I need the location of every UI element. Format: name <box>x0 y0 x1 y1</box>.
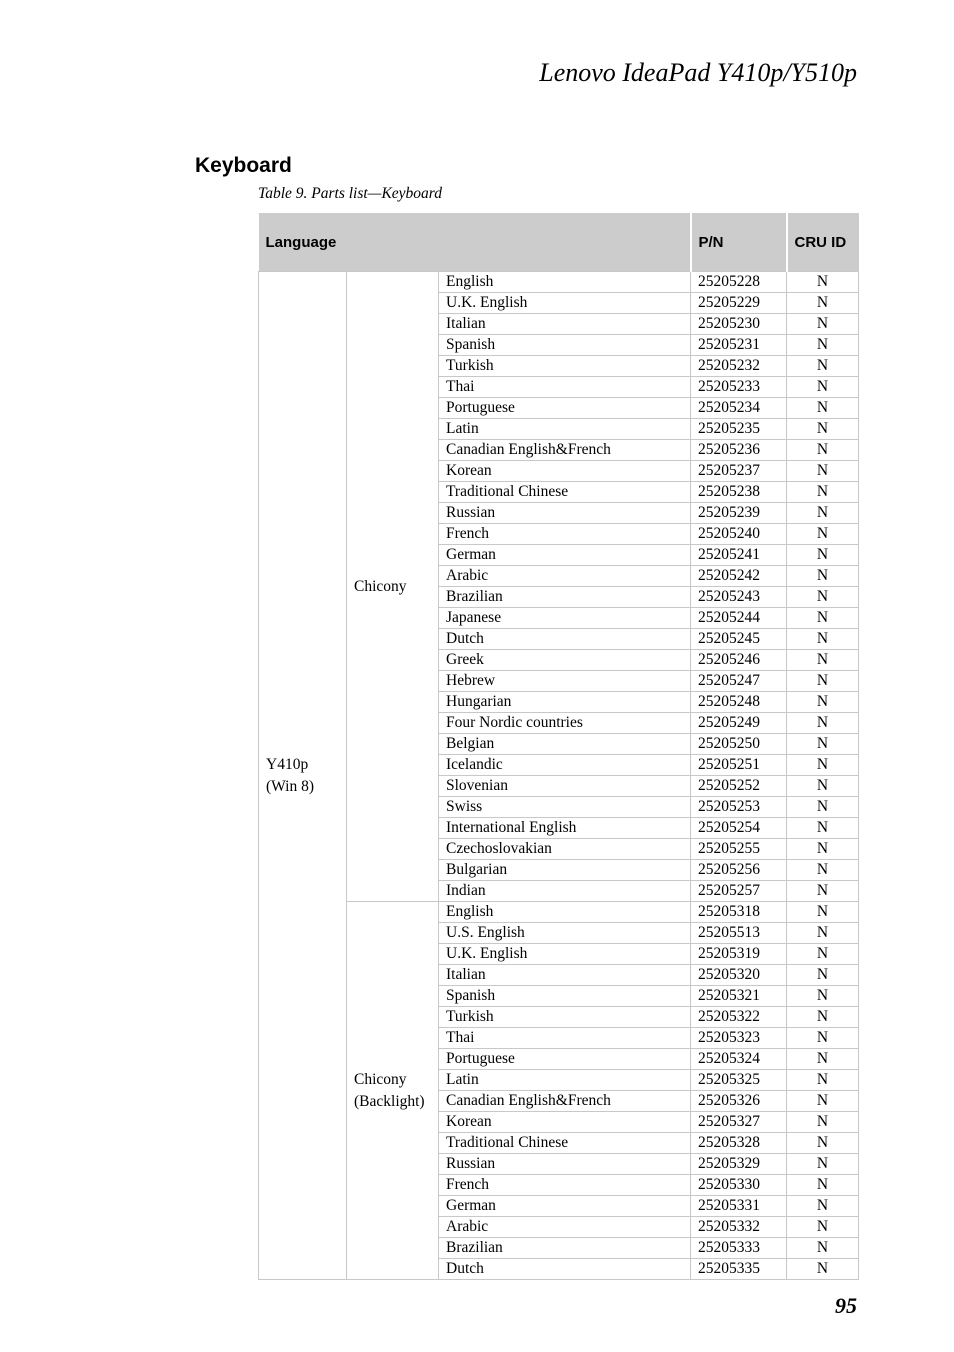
column-header-language: Language <box>259 213 691 272</box>
part-number-cell: 25205329 <box>691 1154 787 1175</box>
vendor-name-line: (Backlight) <box>354 1092 425 1110</box>
section-heading: Keyboard <box>195 154 292 177</box>
column-header-cru: CRU ID <box>787 213 859 272</box>
part-number-cell: 25205244 <box>691 608 787 629</box>
language-cell: Italian <box>439 965 691 986</box>
vendor-name-line: Chicony <box>354 577 407 595</box>
part-number-cell: 25205248 <box>691 692 787 713</box>
model-name: Y410p <box>266 755 309 773</box>
cru-id-cell: N <box>787 671 859 692</box>
part-number-cell: 25205254 <box>691 818 787 839</box>
vendor-name-line: Chicony <box>354 1070 407 1088</box>
language-cell: Canadian English&French <box>439 440 691 461</box>
language-cell: Greek <box>439 650 691 671</box>
language-cell: French <box>439 1175 691 1196</box>
part-number-cell: 25205231 <box>691 335 787 356</box>
language-cell: Brazilian <box>439 587 691 608</box>
language-cell: Russian <box>439 1154 691 1175</box>
cru-id-cell: N <box>787 335 859 356</box>
language-cell: Korean <box>439 1112 691 1133</box>
cru-id-cell: N <box>787 1217 859 1238</box>
part-number-cell: 25205326 <box>691 1091 787 1112</box>
language-cell: Dutch <box>439 629 691 650</box>
part-number-cell: 25205335 <box>691 1259 787 1280</box>
part-number-cell: 25205333 <box>691 1238 787 1259</box>
cru-id-cell: N <box>787 482 859 503</box>
cru-id-cell: N <box>787 902 859 923</box>
language-cell: Belgian <box>439 734 691 755</box>
language-cell: Thai <box>439 1028 691 1049</box>
language-cell: Bulgarian <box>439 860 691 881</box>
part-number-cell: 25205320 <box>691 965 787 986</box>
language-cell: Hebrew <box>439 671 691 692</box>
cru-id-cell: N <box>787 734 859 755</box>
part-number-cell: 25205256 <box>691 860 787 881</box>
language-cell: Latin <box>439 1070 691 1091</box>
cru-id-cell: N <box>787 1133 859 1154</box>
cru-id-cell: N <box>787 587 859 608</box>
language-cell: German <box>439 545 691 566</box>
cru-id-cell: N <box>787 566 859 587</box>
part-number-cell: 25205247 <box>691 671 787 692</box>
cru-id-cell: N <box>787 797 859 818</box>
cru-id-cell: N <box>787 755 859 776</box>
vendor-cell <box>347 272 439 902</box>
cru-id-cell: N <box>787 545 859 566</box>
language-cell: U.S. English <box>439 923 691 944</box>
part-number-cell: 25205331 <box>691 1196 787 1217</box>
cru-id-cell: N <box>787 356 859 377</box>
part-number-cell: 25205238 <box>691 482 787 503</box>
part-number-cell: 25205242 <box>691 566 787 587</box>
part-number-cell: 25205240 <box>691 524 787 545</box>
cru-id-cell: N <box>787 377 859 398</box>
part-number-cell: 25205229 <box>691 293 787 314</box>
language-cell: Japanese <box>439 608 691 629</box>
language-cell: Portuguese <box>439 1049 691 1070</box>
cru-id-cell: N <box>787 398 859 419</box>
cru-id-cell: N <box>787 293 859 314</box>
part-number-cell: 25205249 <box>691 713 787 734</box>
language-cell: Traditional Chinese <box>439 482 691 503</box>
language-cell: Portuguese <box>439 398 691 419</box>
language-cell: Arabic <box>439 566 691 587</box>
part-number-cell: 25205239 <box>691 503 787 524</box>
part-number-cell: 25205232 <box>691 356 787 377</box>
part-number-cell: 25205235 <box>691 419 787 440</box>
language-cell: Slovenian <box>439 776 691 797</box>
cru-id-cell: N <box>787 692 859 713</box>
table-header-row <box>259 213 859 272</box>
language-cell: Russian <box>439 503 691 524</box>
cru-id-cell: N <box>787 818 859 839</box>
part-number-cell: 25205319 <box>691 944 787 965</box>
cru-id-cell: N <box>787 1238 859 1259</box>
language-cell: Four Nordic countries <box>439 713 691 734</box>
table-caption: Table 9. Parts list—Keyboard <box>258 185 443 202</box>
cru-id-cell: N <box>787 272 859 293</box>
part-number-cell: 25205332 <box>691 1217 787 1238</box>
cru-id-cell: N <box>787 461 859 482</box>
cru-id-cell: N <box>787 314 859 335</box>
language-cell: German <box>439 1196 691 1217</box>
part-number-cell: 25205257 <box>691 881 787 902</box>
language-cell: U.K. English <box>439 944 691 965</box>
table-row <box>259 272 859 293</box>
cru-id-cell: N <box>787 440 859 461</box>
table-row <box>259 902 859 923</box>
part-number-cell: 25205252 <box>691 776 787 797</box>
language-cell: Swiss <box>439 797 691 818</box>
language-cell: Spanish <box>439 986 691 1007</box>
cru-id-cell: N <box>787 1049 859 1070</box>
cru-id-cell: N <box>787 776 859 797</box>
part-number-cell: 25205245 <box>691 629 787 650</box>
part-number-cell: 25205250 <box>691 734 787 755</box>
language-cell: Hungarian <box>439 692 691 713</box>
language-cell: Italian <box>439 314 691 335</box>
cru-id-cell: N <box>787 839 859 860</box>
cru-id-cell: N <box>787 965 859 986</box>
cru-id-cell: N <box>787 1007 859 1028</box>
part-number-cell: 25205237 <box>691 461 787 482</box>
part-number-cell: 25205327 <box>691 1112 787 1133</box>
language-cell: Dutch <box>439 1259 691 1280</box>
language-cell: English <box>439 272 691 293</box>
part-number-cell: 25205236 <box>691 440 787 461</box>
part-number-cell: 25205321 <box>691 986 787 1007</box>
part-number-cell: 25205324 <box>691 1049 787 1070</box>
language-cell: Arabic <box>439 1217 691 1238</box>
cru-id-cell: N <box>787 608 859 629</box>
manual-title: Lenovo IdeaPad Y410p/Y510p <box>539 58 857 87</box>
part-number-cell: 25205323 <box>691 1028 787 1049</box>
cru-id-cell: N <box>787 1154 859 1175</box>
cru-id-cell: N <box>787 944 859 965</box>
language-cell: Czechoslovakian <box>439 839 691 860</box>
language-cell: Brazilian <box>439 1238 691 1259</box>
table-body <box>259 272 859 1280</box>
language-cell: Turkish <box>439 356 691 377</box>
part-number-cell: 25205322 <box>691 1007 787 1028</box>
language-cell: Canadian English&French <box>439 1091 691 1112</box>
parts-table <box>258 213 859 1280</box>
language-cell: Thai <box>439 377 691 398</box>
language-cell: Spanish <box>439 335 691 356</box>
language-cell: Icelandic <box>439 755 691 776</box>
part-number-cell: 25205253 <box>691 797 787 818</box>
part-number-cell: 25205234 <box>691 398 787 419</box>
cru-id-cell: N <box>787 1259 859 1280</box>
language-cell: Indian <box>439 881 691 902</box>
language-cell: English <box>439 902 691 923</box>
language-cell: U.K. English <box>439 293 691 314</box>
language-cell: Turkish <box>439 1007 691 1028</box>
part-number-cell: 25205233 <box>691 377 787 398</box>
cru-id-cell: N <box>787 419 859 440</box>
language-cell: French <box>439 524 691 545</box>
part-number-cell: 25205246 <box>691 650 787 671</box>
cru-id-cell: N <box>787 986 859 1007</box>
cru-id-cell: N <box>787 1112 859 1133</box>
cru-id-cell: N <box>787 881 859 902</box>
page-number: 95 <box>835 1293 857 1318</box>
cru-id-cell: N <box>787 1091 859 1112</box>
cru-id-cell: N <box>787 713 859 734</box>
part-number-cell: 25205243 <box>691 587 787 608</box>
part-number-cell: 25205251 <box>691 755 787 776</box>
part-number-cell: 25205241 <box>691 545 787 566</box>
part-number-cell: 25205228 <box>691 272 787 293</box>
part-number-cell: 25205318 <box>691 902 787 923</box>
cru-id-cell: N <box>787 923 859 944</box>
part-number-cell: 25205328 <box>691 1133 787 1154</box>
cru-id-cell: N <box>787 524 859 545</box>
language-cell: Latin <box>439 419 691 440</box>
cru-id-cell: N <box>787 650 859 671</box>
language-cell: International English <box>439 818 691 839</box>
cru-id-cell: N <box>787 1028 859 1049</box>
part-number-cell: 25205255 <box>691 839 787 860</box>
vendor-cell <box>347 902 439 1280</box>
language-cell: Traditional Chinese <box>439 1133 691 1154</box>
cru-id-cell: N <box>787 1070 859 1091</box>
model-os: (Win 8) <box>266 777 315 795</box>
part-number-cell: 25205330 <box>691 1175 787 1196</box>
part-number-cell: 25205513 <box>691 923 787 944</box>
language-cell: Korean <box>439 461 691 482</box>
cru-id-cell: N <box>787 1196 859 1217</box>
column-header-pn: P/N <box>691 213 787 272</box>
cru-id-cell: N <box>787 1175 859 1196</box>
part-number-cell: 25205230 <box>691 314 787 335</box>
cru-id-cell: N <box>787 503 859 524</box>
part-number-cell: 25205325 <box>691 1070 787 1091</box>
model-cell <box>259 272 347 1280</box>
cru-id-cell: N <box>787 629 859 650</box>
cru-id-cell: N <box>787 860 859 881</box>
